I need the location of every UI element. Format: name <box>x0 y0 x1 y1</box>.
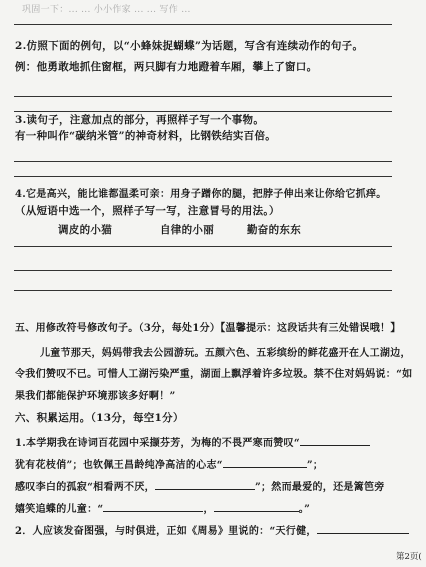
q1-text: 1.本学期我在诗词百花园中采撷芬芳，为梅的不畏严寒而赞叹“ <box>15 438 300 449</box>
fill-blank[interactable] <box>223 457 307 468</box>
answer-line <box>14 111 392 112</box>
q4-choice-3: 勤奋的东东 <box>247 224 301 236</box>
q1-text: 。” <box>298 504 311 515</box>
q3-prompt: 3.读句子，注意加点的部分，再照样子写一个事物。 <box>15 114 265 126</box>
answer-line <box>14 290 392 291</box>
q1-text: ”；也钦佩王昌龄纯净高洁的心志“ <box>66 460 223 471</box>
q2-text: 2．人应该发奋图强，与时俱进，正如《周易》里说的：“天行健， <box>15 526 317 537</box>
answer-line <box>14 96 392 97</box>
answer-line <box>14 161 392 162</box>
fill-blank[interactable] <box>317 523 409 534</box>
section5-para3: 果我们都能保护环境那该多好啊！” <box>15 391 176 402</box>
section5-heading: 五、用修改符号修改句子。（3分，每处1分）【温馨提示：这段话共有三处错误哦！】 <box>15 323 401 334</box>
q1-text: 感叹李白的孤寂“相看两不厌， <box>15 482 155 493</box>
q2-example: 例：他勇敢地抓住窗框，两只脚有力地蹬着车厢，攀上了窗口。 <box>15 61 318 73</box>
answer-line <box>14 176 392 177</box>
section6-q1-line2 <box>15 457 323 472</box>
page-number: 第2页( <box>396 552 422 562</box>
q4-prompt: 4.它是高兴，能比谁都温柔可亲：用身子蹭你的腿，把脖子伸出来让你给它抓痒。 <box>15 189 387 200</box>
top-faint-text: 巩固一下：... ... 小小作家 ... ... 写作 ... <box>22 5 191 15</box>
q1-text: 嬉笑追蝶的儿童：“ <box>15 504 104 515</box>
q2-prompt: 2.仿照下面的例句，以“小蜂妹捉蝴蝶”为话题，写含有连续动作的句子。 <box>15 40 364 52</box>
section6-heading: 六、积累运用。（13分，每空1分） <box>15 412 184 424</box>
section6-q1-line3 <box>15 479 385 494</box>
section6-q1-line1 <box>15 435 370 450</box>
answer-line <box>14 24 392 25</box>
fill-blank[interactable] <box>103 501 203 512</box>
fill-blank[interactable] <box>214 501 299 512</box>
section5-para2: 令我们赞叹不已。可惜人工湖污染严重，湖面上飘浮着许多垃圾。禁不住对妈妈说：“如 <box>15 369 413 380</box>
fill-blank[interactable] <box>155 479 255 490</box>
q1-text: ”；然而最爱的，还是篱笆旁 <box>254 482 385 493</box>
q3-sentence: 有一种叫作“碳纳米管”的神奇材料，比钢铁结实百倍。 <box>15 130 277 142</box>
q4-instruction: （从短语中选一个，照样子写一写，注意冒号的用法。） <box>15 205 280 217</box>
q1-text: ”； <box>306 460 324 471</box>
section6-q2-line <box>15 523 409 538</box>
section5-para1: 儿童节那天，妈妈带我去公园游玩。五颜六色、五彩缤纷的鲜花盛开在人工湖边， <box>40 348 411 359</box>
q1-text: ， <box>203 504 214 515</box>
fill-blank[interactable] <box>300 435 370 446</box>
answer-line <box>14 270 392 271</box>
section6-q1-line4 <box>15 501 310 516</box>
answer-line <box>14 246 392 247</box>
q1-text: 犹有花枝俏 <box>15 460 67 471</box>
q4-choice-2: 自律的小丽 <box>160 224 214 236</box>
q4-choice-1: 调皮的小猫 <box>58 224 112 236</box>
